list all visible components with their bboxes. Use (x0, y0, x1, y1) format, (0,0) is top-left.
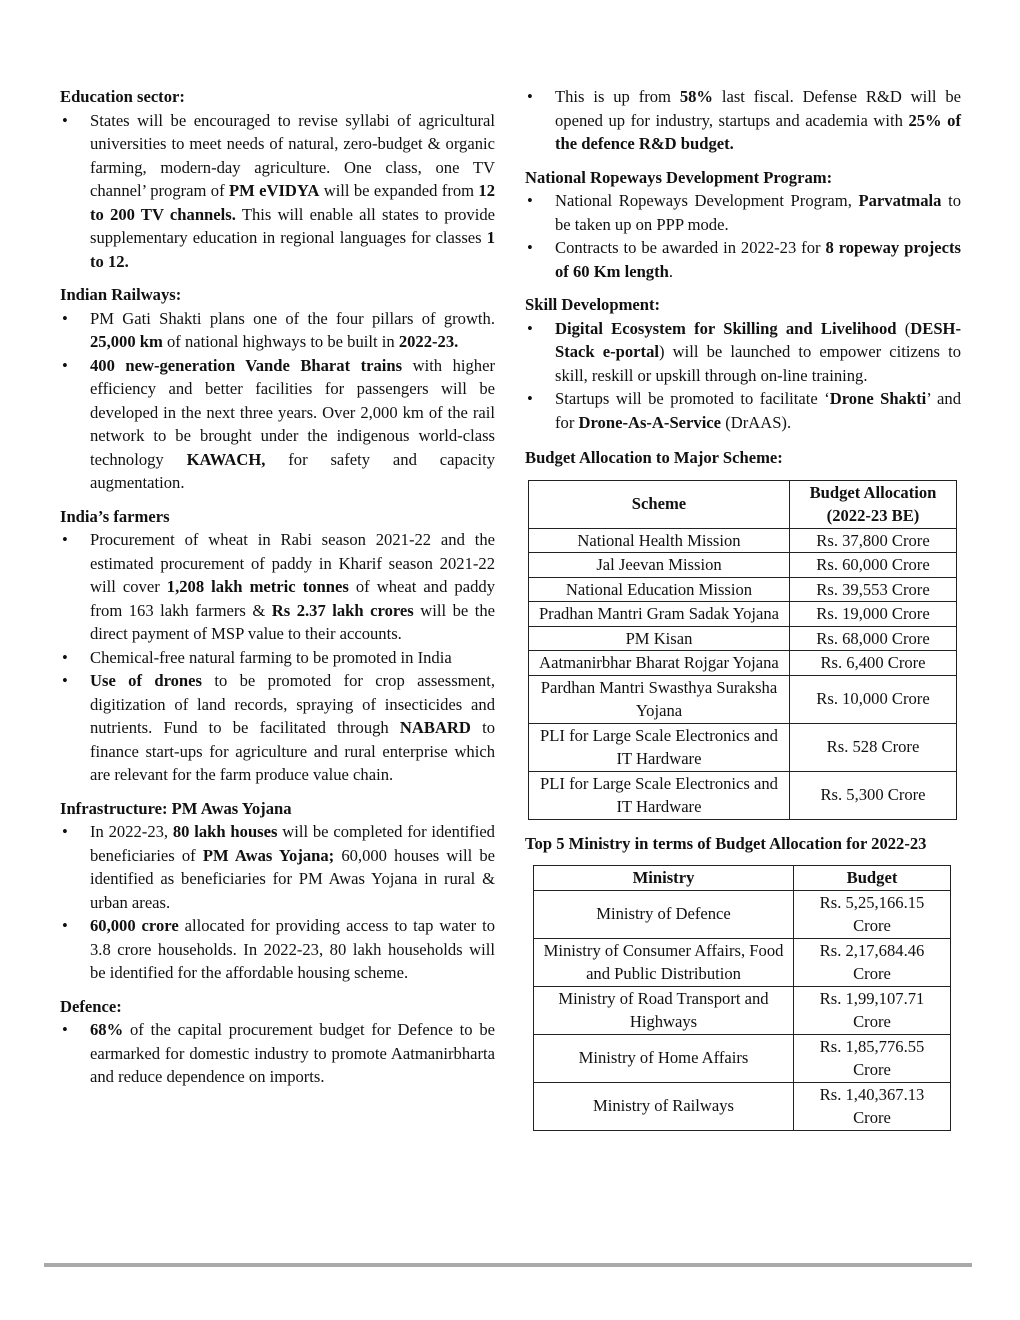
table-cell: Pradhan Mantri Gram Sadak Yojana (529, 602, 790, 627)
table-cell: Rs. 5,25,166.15 Crore (794, 890, 951, 938)
bold-text: Rs 2.37 lakh crores (271, 600, 414, 620)
scheme-budget-table (528, 480, 957, 820)
section-heading: Skill Development: (525, 295, 661, 314)
table-cell: Rs. 2,17,684.46 Crore (794, 938, 951, 986)
bold-text: Drone Shakti (829, 389, 927, 408)
table-header-cell: Budget (794, 866, 951, 891)
bold-text: 8 ropeway projects of 60 Km length (555, 238, 961, 281)
bold-text: PM eVIDYA (228, 181, 320, 200)
bold-text: 1 to 12. (90, 228, 495, 271)
table-row (529, 675, 957, 723)
table-cell: Ministry of Defence (534, 890, 794, 938)
table-header-row (529, 480, 957, 528)
section-education (60, 85, 495, 273)
bold-text: 2022-23. (398, 332, 459, 351)
bold-text: 60,000 crore (90, 916, 179, 935)
right-column (525, 85, 961, 1131)
text-run: with higher efficiency and better facilities for passengers will be developed in the next three years. Over 2,000 km of the rail network to be brought under the indigenous world-class technology (90, 355, 495, 469)
section-defence (60, 995, 495, 1089)
bullet-list (60, 109, 495, 274)
bold-text: DESH-Stack e-portal (555, 318, 961, 361)
table-cell: PLI for Large Scale Electronics and IT Hardware (529, 723, 790, 771)
text-run: States will be encouraged to revise syllabi of agricultural universities to meet needs of natural, zero-budget & organic farming, modern-day agriculture. One class, one TV channel’ program of (90, 110, 495, 200)
text-run: ) will be launched to empower citizens to skill, reskill or upskill through on-line training. (555, 342, 962, 385)
section-infrastructure (60, 797, 495, 985)
table-cell: Pardhan Mantri Swasthya Suraksha Yojana (529, 675, 790, 723)
section-heading: Education sector: (60, 87, 185, 106)
bullet-item (60, 528, 495, 646)
bullet-list (60, 307, 495, 495)
table-row (529, 602, 957, 627)
section-heading: India’s farmers (60, 506, 170, 526)
table-row (534, 1034, 951, 1082)
bold-text: 68% (90, 1020, 124, 1039)
table-row (534, 1082, 951, 1130)
bullet-list (60, 528, 495, 787)
section-defence-continued (525, 85, 961, 156)
bold-text: Use of drones (90, 671, 202, 690)
table-header-cell: Scheme (529, 480, 790, 528)
footer-rule (44, 1263, 972, 1267)
table-cell: National Health Mission (529, 528, 790, 553)
scheme-table-title: Budget Allocation to Major Scheme: (525, 448, 783, 467)
text-run: to finance start-ups for agriculture and rural enterprise which are relevant for the farm produce value chain. (90, 718, 495, 784)
bullet-item (525, 236, 961, 283)
section-railways (60, 283, 495, 495)
table-cell: Jal Jeevan Mission (529, 553, 790, 578)
section-skill (525, 293, 961, 434)
table-row (529, 771, 957, 819)
table-cell: Rs. 68,000 Crore (790, 626, 957, 651)
text-run: ( (896, 318, 911, 338)
section-farmers (60, 505, 495, 787)
section-heading: National Ropeways Development Program: (525, 167, 833, 187)
text-run: for safety and capacity augmentation. (90, 449, 495, 492)
text-run: of national highways to be built in (162, 332, 399, 351)
bullet-item (525, 189, 961, 236)
table-cell: Rs. 5,300 Crore (790, 771, 957, 819)
section-ropeways (525, 166, 961, 284)
text-run: Procurement of wheat in Rabi season 2021-22 and the estimated procurement of paddy in Kharif season 2021-22 will cover (90, 530, 495, 596)
bullet-item (525, 85, 961, 156)
text-run: This will enable all states to provide supplementary education in regional languages for classes (90, 204, 495, 247)
section-heading: Defence: (60, 996, 122, 1016)
table-cell: Rs. 37,800 Crore (790, 528, 957, 553)
bold-text: 1,208 lakh metric tonnes (166, 577, 349, 596)
text-run: ’ and for (555, 389, 962, 432)
text-run: Contracts to be awarded in 2022-23 for (555, 238, 826, 257)
text-run: of wheat and paddy from 163 lakh farmers & (90, 577, 495, 620)
table-row (529, 528, 957, 553)
table-cell: Ministry of Road Transport and Highways (534, 986, 794, 1034)
text-run: allocated for providing access to tap water to 3.8 crore households. In 2022-23, 80 lakh households will be identified for the affordable housing scheme. (90, 916, 495, 982)
bullet-item (60, 354, 495, 495)
bullet-list (525, 189, 961, 283)
table-cell: PLI for Large Scale Electronics and IT Hardware (529, 771, 790, 819)
table-header-cell: Ministry (534, 866, 794, 891)
table-cell: Rs. 1,85,776.55 Crore (794, 1034, 951, 1082)
table-cell: National Education Mission (529, 577, 790, 602)
section-heading: Indian Railways: (60, 285, 182, 304)
bold-text: 12 to 200 TV channels. (90, 181, 495, 224)
table-cell: Rs. 528 Crore (790, 723, 957, 771)
bold-text: 25% of the defence R&D budget. (555, 110, 961, 153)
text-run: In 2022-23, (90, 822, 173, 841)
text-run: (DrAAS). (721, 412, 792, 432)
text-run: will be completed for identified beneficiaries of (90, 822, 495, 865)
ministry-table-title: Top 5 Ministry in terms of Budget Allocation for 2022-23 (525, 833, 927, 853)
bold-text: 58% (679, 87, 713, 106)
text-run: Startups will be promoted to facilitate ‘ (555, 389, 830, 408)
text-run: PM Gati Shakti plans one of the four pillars of growth. (90, 308, 495, 328)
table-row (529, 723, 957, 771)
table-cell: Ministry of Railways (534, 1082, 794, 1130)
table-cell: PM Kisan (529, 626, 790, 651)
bold-text: 25,000 km (90, 332, 163, 351)
table-row (534, 986, 951, 1034)
table-row (534, 890, 951, 938)
table-cell: Rs. 10,000 Crore (790, 675, 957, 723)
table-row (529, 651, 957, 676)
bullet-list (525, 85, 961, 156)
bullet-item (60, 109, 495, 274)
table-cell: Ministry of Home Affairs (534, 1034, 794, 1082)
bullet-item (60, 1018, 495, 1089)
table-cell: Rs. 60,000 Crore (790, 553, 957, 578)
bold-text: Digital Ecosystem for Skilling and Livelihood (555, 318, 897, 338)
table-cell: Aatmanirbhar Bharat Rojgar Yojana (529, 651, 790, 676)
table-cell: Rs. 1,99,107.71 Crore (794, 986, 951, 1034)
table-row (529, 553, 957, 578)
text-run: . (668, 261, 674, 281)
text-run: of the capital procurement budget for Defence to be earmarked for domestic industry to promote Aatmanirbharta and reduce dependence on imports. (90, 1020, 495, 1086)
text-run: National Ropeways Development Program, (555, 191, 859, 210)
bold-text: 80 lakh houses (172, 822, 278, 841)
bullet-item (60, 669, 495, 787)
left-column (60, 85, 495, 1099)
table-row (529, 626, 957, 651)
bullet-item (525, 387, 961, 434)
table-cell: Rs. 39,553 Crore (790, 577, 957, 602)
bullet-item (60, 646, 495, 670)
bold-text: Parvatmala (858, 191, 942, 210)
table-row (534, 938, 951, 986)
table-cell: Rs. 6,400 Crore (790, 651, 957, 676)
text-run: This is up from (555, 87, 680, 106)
bold-text: NABARD (399, 718, 471, 737)
bold-text: PM Awas Yojana; (202, 845, 335, 865)
table-cell: Rs. 1,40,367.13 Crore (794, 1082, 951, 1130)
text-run: 60,000 houses will be identified as beneficiaries for PM Awas Yojana in rural & urban areas. (90, 845, 496, 912)
text-run: to be taken up on PPP mode. (555, 191, 961, 234)
table-cell: Rs. 19,000 Crore (790, 602, 957, 627)
table-header-cell: Budget Allocation (2022-23 BE) (790, 480, 957, 528)
table-row (529, 577, 957, 602)
table-cell: Ministry of Consumer Affairs, Food and Public Distribution (534, 938, 794, 986)
bullet-item (60, 820, 495, 914)
bold-text: KAWACH, (186, 449, 266, 469)
bold-text: 400 new-generation Vande Bharat trains (90, 355, 403, 375)
bold-text: Drone-As-A-Service (578, 412, 722, 432)
ministry-budget-table (533, 865, 951, 1131)
bullet-item (60, 307, 495, 354)
text-run: Chemical-free natural farming to be promoted in India (90, 647, 452, 667)
bullet-list (60, 1018, 495, 1089)
text-run: last fiscal. Defense R&D will be opened up for industry, startups and academia with (555, 87, 962, 130)
section-heading: Infrastructure: PM Awas Yojana (60, 798, 292, 818)
text-run: will be the direct payment of MSP value to their accounts. (90, 600, 496, 643)
table-header-row (534, 866, 951, 891)
bullet-list (525, 317, 961, 435)
text-run: will be expanded from (319, 181, 479, 200)
text-run: to be promoted for crop assessment, digitization of land records, spraying of insecticides and nutrients. Fund to be facilitated through (90, 671, 495, 737)
bullet-list (60, 820, 495, 985)
bullet-item (525, 317, 961, 388)
bullet-item (60, 914, 495, 985)
